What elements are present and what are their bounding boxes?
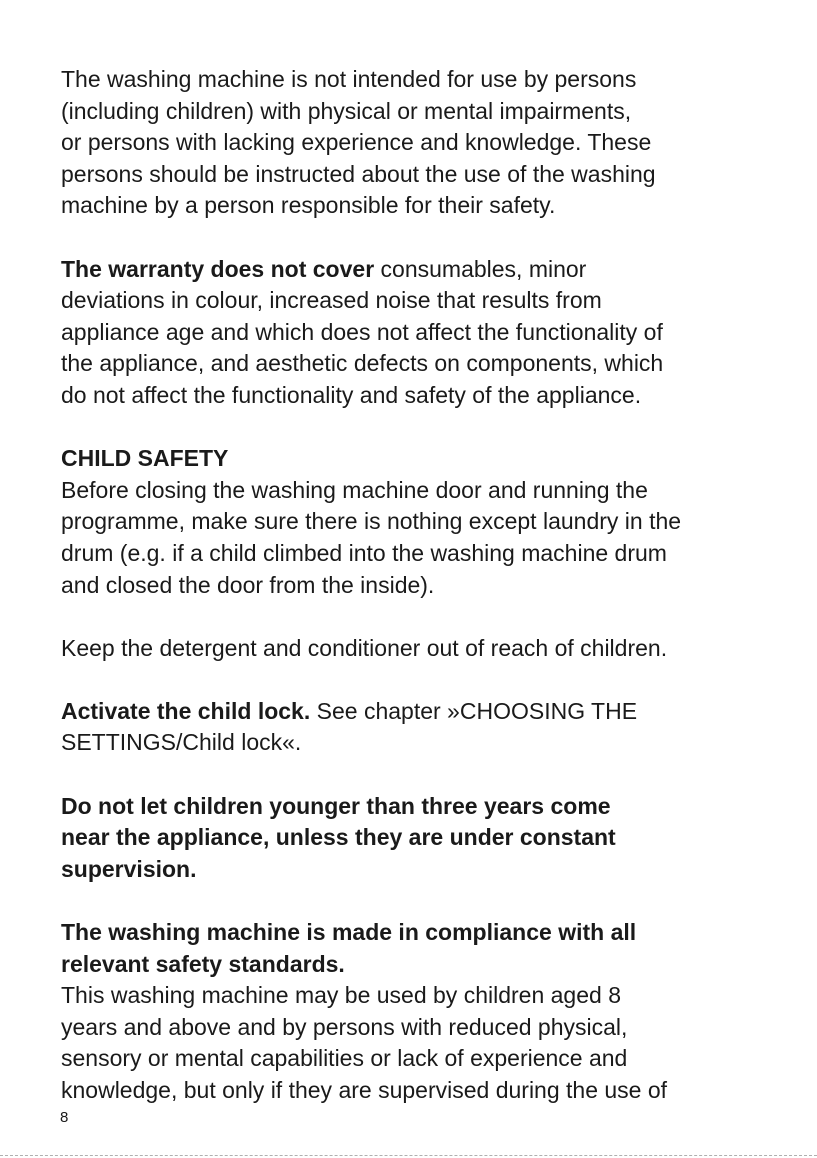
- text-line: machine by a person responsible for their safety.: [61, 192, 556, 219]
- text-line: Do not let children younger than three years come: [61, 792, 611, 819]
- text-line: [61, 696, 801, 728]
- child-lock-line-rest: See chapter »CHOOSING THE: [310, 697, 638, 724]
- text-line: This washing machine may be used by children aged 8: [61, 982, 621, 1009]
- text-line: programme, make sure there is nothing except laundry in the: [61, 508, 682, 535]
- text-line: the appliance, and aesthetic defects on components, which: [61, 350, 664, 377]
- text-line: supervision.: [61, 855, 197, 882]
- text-line: and closed the door from the inside).: [61, 571, 435, 598]
- paragraph-supervision-warning: [61, 791, 801, 886]
- paragraph-intended-use: [61, 64, 801, 222]
- warranty-lead: The warranty does not cover: [61, 255, 375, 282]
- paragraph-warranty: [61, 254, 801, 412]
- text-line: years and above and by persons with reduced physical,: [61, 1013, 628, 1040]
- text-line: The washing machine is not intended for use by persons: [61, 66, 637, 92]
- text-line: or persons with lacking experience and knowledge. These: [61, 129, 652, 156]
- warranty-line-rest: consumables, minor: [374, 255, 587, 282]
- document-body: [61, 64, 801, 1107]
- section-heading: CHILD SAFETY: [61, 445, 229, 472]
- text-line: Before closing the washing machine door and running the: [61, 476, 648, 503]
- text-line: do not affect the functionality and safety of the appliance.: [61, 381, 642, 408]
- paragraph-detergent: [61, 633, 801, 665]
- text-line: appliance age and which does not affect the functionality of: [61, 318, 663, 345]
- text-line: persons should be instructed about the use of the washing: [61, 160, 656, 187]
- page-bottom-divider: [0, 1155, 817, 1156]
- text-line: near the appliance, unless they are under constant: [61, 824, 616, 851]
- text-line: knowledge, but only if they are supervised during the use of: [61, 1077, 668, 1103]
- page-number: 8: [60, 1109, 69, 1126]
- section-child-safety: [61, 443, 801, 601]
- text-line: relevant safety standards.: [61, 950, 345, 977]
- text-line: deviations in colour, increased noise that results from: [61, 287, 602, 314]
- text-line: [61, 254, 801, 286]
- text-line: The washing machine is made in compliance with all: [61, 919, 637, 946]
- text-line: (including children) with physical or mental impairments,: [61, 97, 632, 124]
- paragraph-child-lock: [61, 696, 801, 759]
- paragraph-compliance: [61, 917, 801, 1107]
- child-lock-lead: Activate the child lock.: [61, 697, 311, 724]
- text-line: SETTINGS/Child lock«.: [61, 729, 302, 756]
- text-line: drum (e.g. if a child climbed into the washing machine drum: [61, 539, 667, 566]
- text-line: Keep the detergent and conditioner out of reach of children.: [61, 634, 668, 661]
- text-line: sensory or mental capabilities or lack of experience and: [61, 1045, 628, 1072]
